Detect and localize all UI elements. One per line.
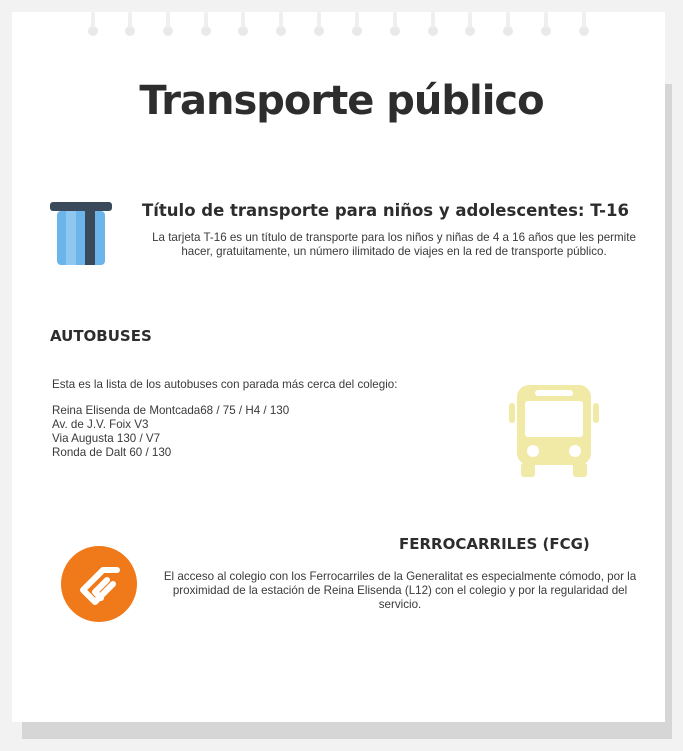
bus-stop-item: Reina Elisenda de Montcada68 / 75 / H4 / 130	[52, 404, 290, 417]
buses-intro: Esta es la lista de los autobuses con parada más cerca del colegio:	[52, 378, 398, 391]
binder-ring	[163, 26, 173, 36]
binder-ring	[201, 26, 211, 36]
binder-ring	[579, 26, 589, 36]
bus-stop-item: Ronda de Dalt 60 / 130	[52, 446, 172, 459]
binder-ring	[352, 26, 362, 36]
bus-stop-item: Via Augusta 130 / V7	[52, 432, 161, 445]
binder-ring	[88, 26, 98, 36]
transport-card-icon	[50, 202, 112, 266]
t16-description: La tarjeta T-16 es un título de transporte para los niños y niñas de 4 a 16 años que les permite hacer, gratuitamente, un número ilimitado de viajes en la red de transporte público.	[152, 231, 636, 258]
fcg-description: El acceso al colegio con los Ferrocarriles de la Generalitat es especialmente cómodo, por la proximidad de la estación de Reina Elisenda (L12) con el colegio y por la regularidad del servicio.	[163, 570, 637, 611]
binder-ring	[541, 26, 551, 36]
page-title: Transporte público	[139, 78, 544, 124]
bus-stop-list	[52, 404, 289, 460]
binder-ring	[276, 26, 286, 36]
t16-heading: Título de transporte para niños y adolescentes: T-16	[142, 201, 629, 220]
binder-ring	[314, 26, 324, 36]
binder-ring	[125, 26, 135, 36]
binder-ring	[238, 26, 248, 36]
fgc-logo	[61, 546, 137, 622]
fcg-heading: FERROCARRILES (FCG)	[399, 535, 590, 553]
binder-ring	[465, 26, 475, 36]
binder-ring	[390, 26, 400, 36]
bus-stop-item: Av. de J.V. Foix V3	[52, 418, 149, 431]
binder-ring	[428, 26, 438, 36]
bus-icon	[509, 385, 599, 477]
buses-heading: AUTOBUSES	[50, 327, 152, 345]
binder-ring	[503, 26, 513, 36]
